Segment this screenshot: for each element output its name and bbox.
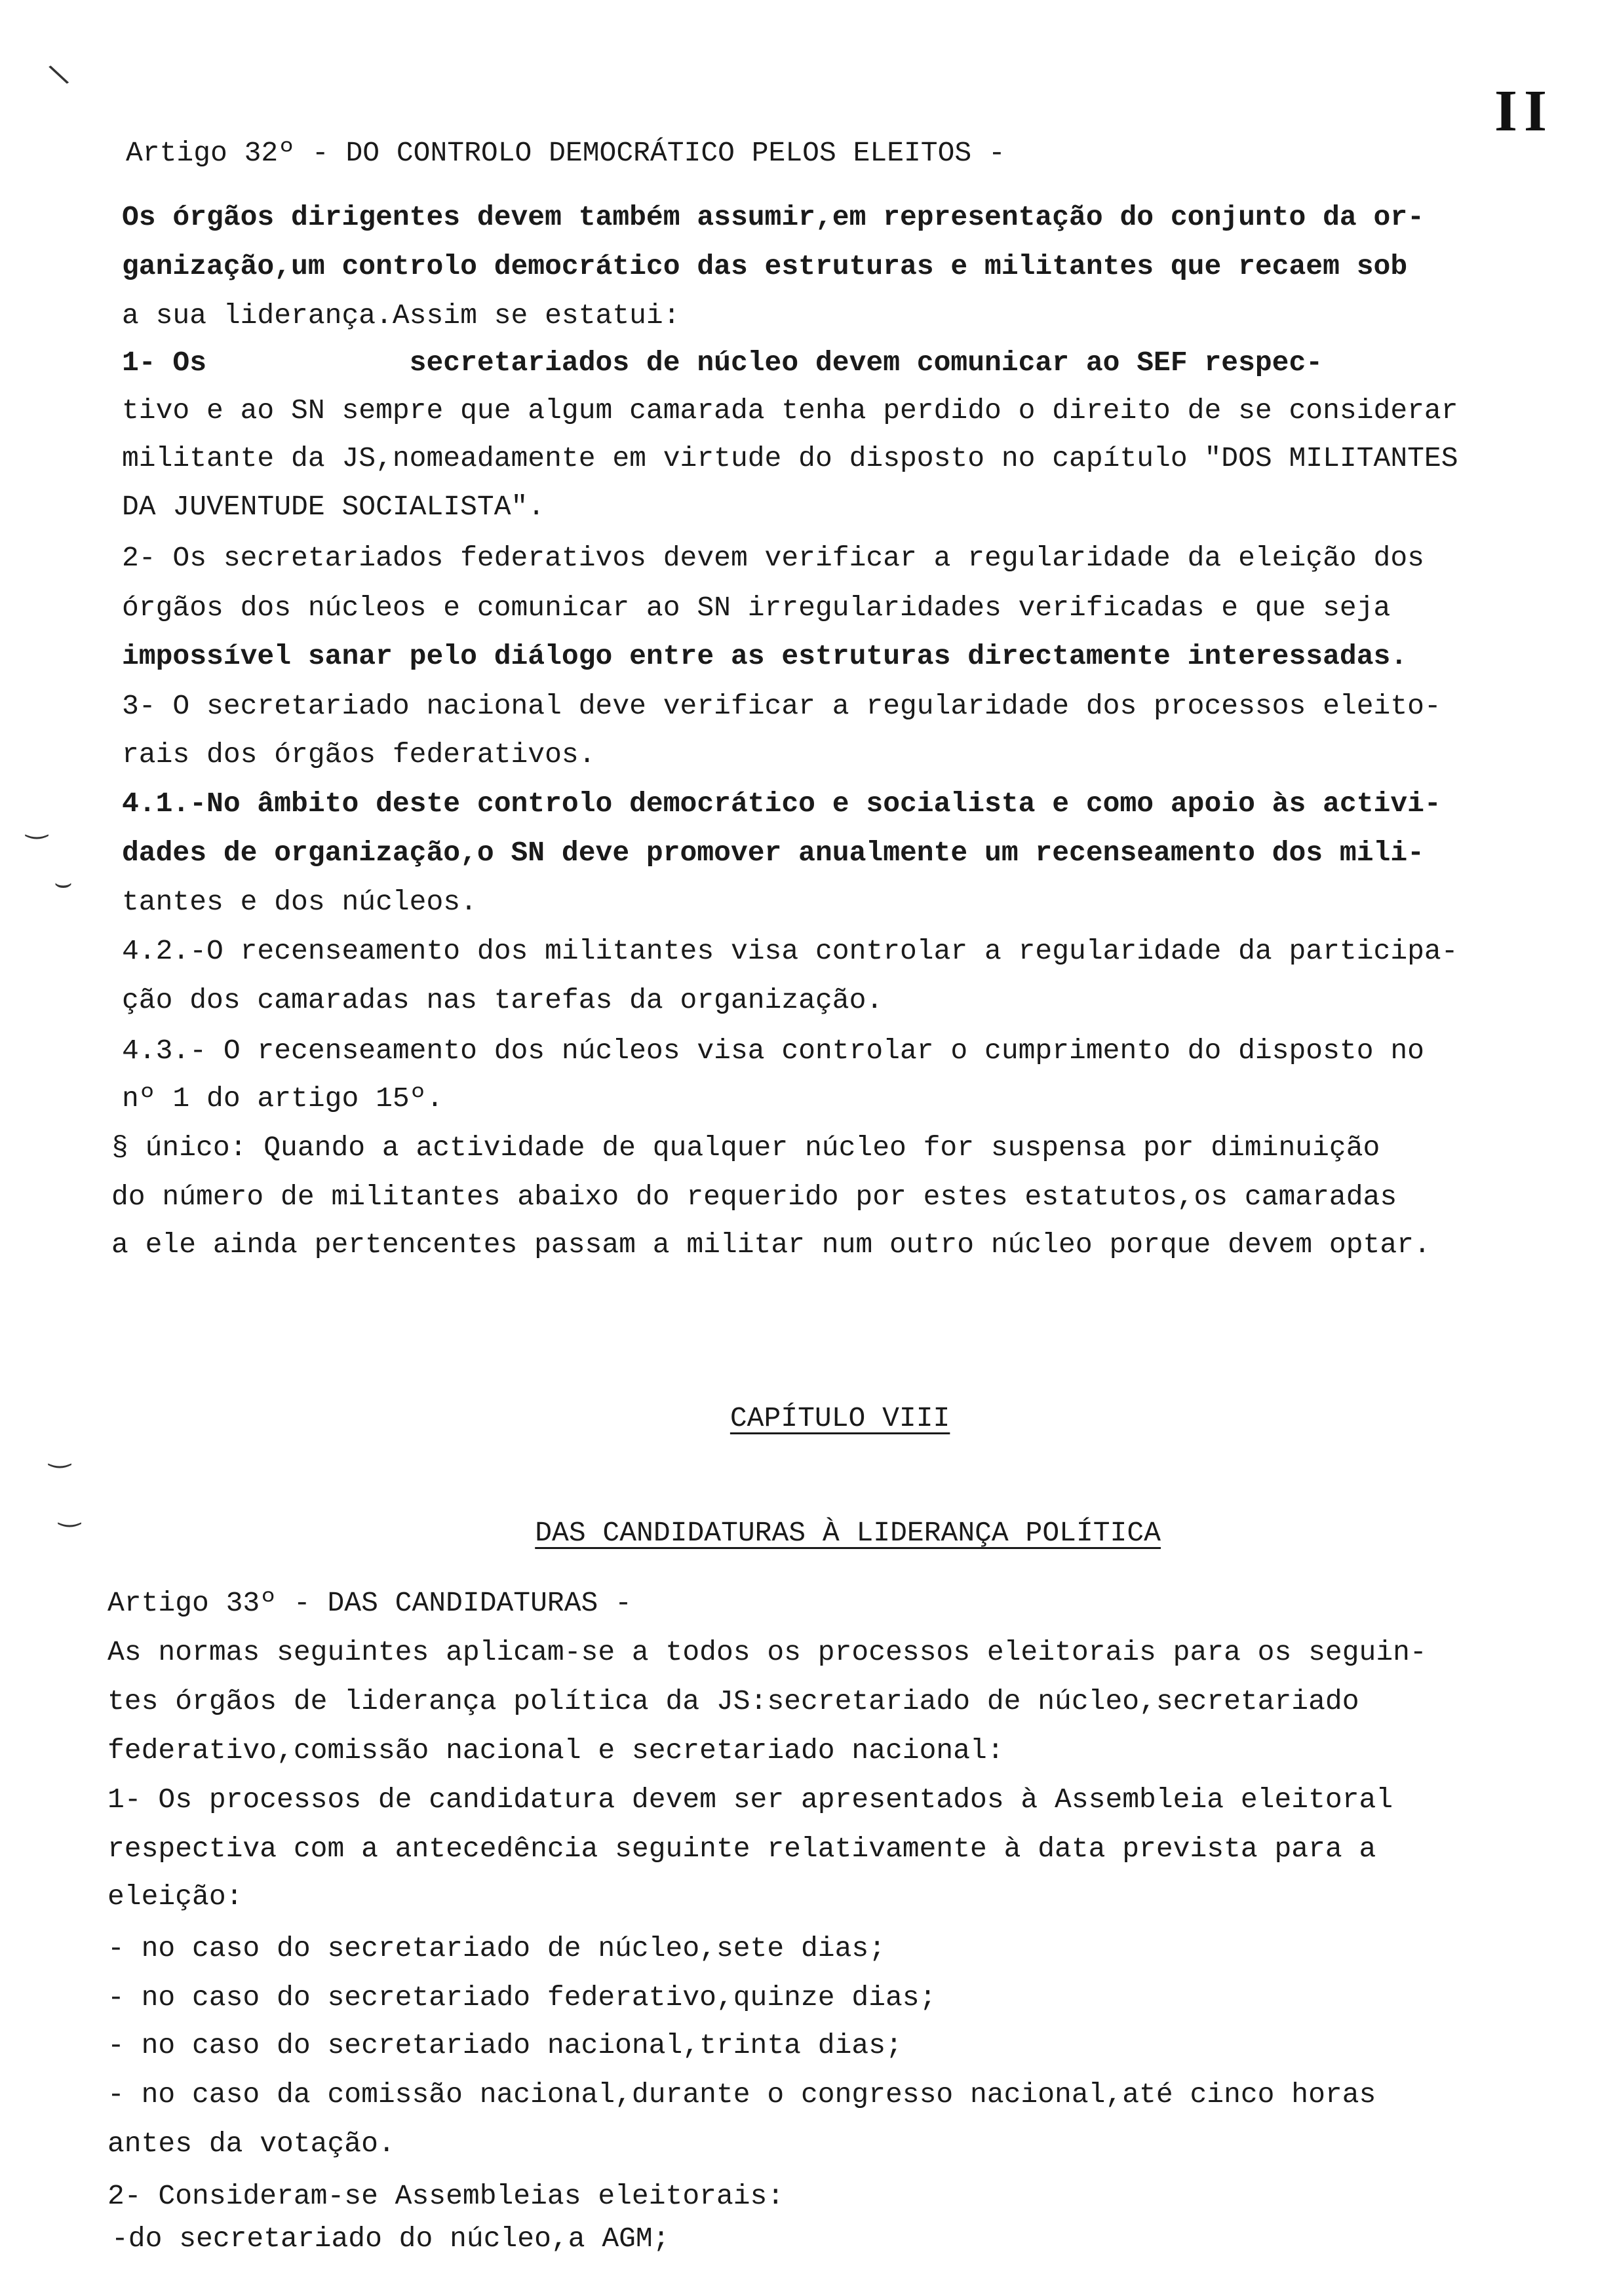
paragraph-unico-line: § único: Quando a actividade de qualquer núcleo for suspensa por diminuição [111, 1132, 1380, 1164]
chapter-number [0, 1376, 1614, 1461]
article-32-item-1-line: DA JUVENTUDE SOCIALISTA". [122, 491, 545, 523]
article-33-item-1-line: 1- Os processos de candidatura devem ser apresentados à Assembleia eleitoral [107, 1784, 1393, 1816]
article-33-item-2-line: 2- Consideram-se Assembleias eleitorais: [107, 2180, 785, 2212]
article-32-item-2-line: órgãos dos núcleos e comunicar ao SN irregularidades verificadas e que seja [122, 592, 1391, 624]
article-33-item-1-line: respectiva com a antecedência seguinte relativamente à data prevista para a [107, 1833, 1376, 1865]
paragraph-unico-line: a ele ainda pertencentes passam a militar num outro núcleo porque devem optar. [111, 1229, 1431, 1261]
article-32-item-4-3-line: 4.3.- O recenseamento dos núcleos visa controlar o cumprimento do disposto no [122, 1035, 1424, 1067]
article-33-item-1-line: eleição: [107, 1881, 243, 1913]
chapter-number-text: CAPÍTULO VIII [730, 1402, 950, 1434]
article-32-intro-line: a sua liderança.Assim se estatui: [122, 299, 680, 332]
deadline-item: antes da votação. [107, 2128, 395, 2160]
article-32-item-3-line: rais dos órgãos federativos. [122, 738, 596, 771]
article-32-item-1-line: militante da JS,nomeadamente em virtude do disposto no capítulo "DOS MILITANTES [122, 442, 1458, 474]
margin-mark: ‿ [26, 809, 48, 839]
chapter-title [7, 1491, 1615, 1575]
article-32-item-1-line: tivo e ao SN sempre que algum camarada tenha perdido o direito de se considerar [122, 394, 1458, 427]
chapter-title-text: DAS CANDIDATURAS À LIDERANÇA POLÍTICA [535, 1517, 1161, 1549]
article-32-item-1-line: 1- Os secretariados de núcleo devem comunicar ao SEF respec- [122, 347, 1323, 379]
article-32-item-4-2-line: 4.2.-O recenseamento dos militantes visa controlar a regularidade da participa- [122, 935, 1458, 967]
article-33-item-2-line: -do secretariado do núcleo,a AGM; [111, 2223, 670, 2255]
margin-mark: \ [46, 57, 71, 92]
article-33-heading: Artigo 33º - DAS CANDIDATURAS - [107, 1587, 632, 1619]
margin-mark: ⌣ [54, 866, 73, 900]
deadline-item: - no caso do secretariado federativo,quinze dias; [107, 1981, 937, 2014]
article-33-intro-line: As normas seguintes aplicam-se a todos os processos eleitorais para os seguin- [107, 1636, 1427, 1668]
article-33-intro-line: tes órgãos de liderança política da JS:secretariado de núcleo,secretariado [107, 1685, 1359, 1717]
article-32-item-2-line: 2- Os secretariados federativos devem verificar a regularidade da eleição dos [122, 542, 1424, 574]
article-32-item-4-2-line: ção dos camaradas nas tarefas da organização. [122, 984, 884, 1016]
article-32-item-4-1-line: 4.1.-No âmbito deste controlo democrático e socialista e como apoio às activi- [122, 788, 1441, 820]
article-32-intro-line: ganização,um controlo democrático das estruturas e militantes que recaem sob [122, 250, 1408, 282]
deadline-item: - no caso do secretariado de núcleo,sete dias; [107, 1932, 885, 1964]
article-32-item-2-line: impossível sanar pelo diálogo entre as estruturas directamente interessadas. [122, 640, 1408, 672]
article-32-item-4-1-line: tantes e dos núcleos. [122, 886, 477, 918]
deadline-item: - no caso da comissão nacional,durante o congresso nacional,até cinco horas [107, 2078, 1376, 2111]
paragraph-unico-line: do número de militantes abaixo do requerido por estes estatutos,os camaradas [111, 1181, 1397, 1213]
article-32-item-4-3-line: nº 1 do artigo 15º. [122, 1082, 444, 1115]
margin-mark: ‿ [59, 1497, 81, 1527]
article-32-intro-line: Os órgãos dirigentes devem também assumir,em representação do conjunto da or- [122, 201, 1424, 233]
page-number: II [1494, 79, 1554, 144]
deadline-item: - no caso do secretariado nacional,trinta dias; [107, 2029, 903, 2061]
margin-mark: ‿ [49, 1438, 71, 1468]
article-33-intro-line: federativo,comissão nacional e secretariado nacional: [107, 1734, 1004, 1767]
article-32-item-3-line: 3- O secretariado nacional deve verificar a regularidade dos processos eleito- [122, 690, 1441, 722]
article-32-item-4-1-line: dades de organização,o SN deve promover anualmente um recenseamento dos mili- [122, 837, 1424, 869]
article-32-heading: Artigo 32º - DO CONTROLO DEMOCRÁTICO PELOS ELEITOS - [126, 137, 1005, 169]
